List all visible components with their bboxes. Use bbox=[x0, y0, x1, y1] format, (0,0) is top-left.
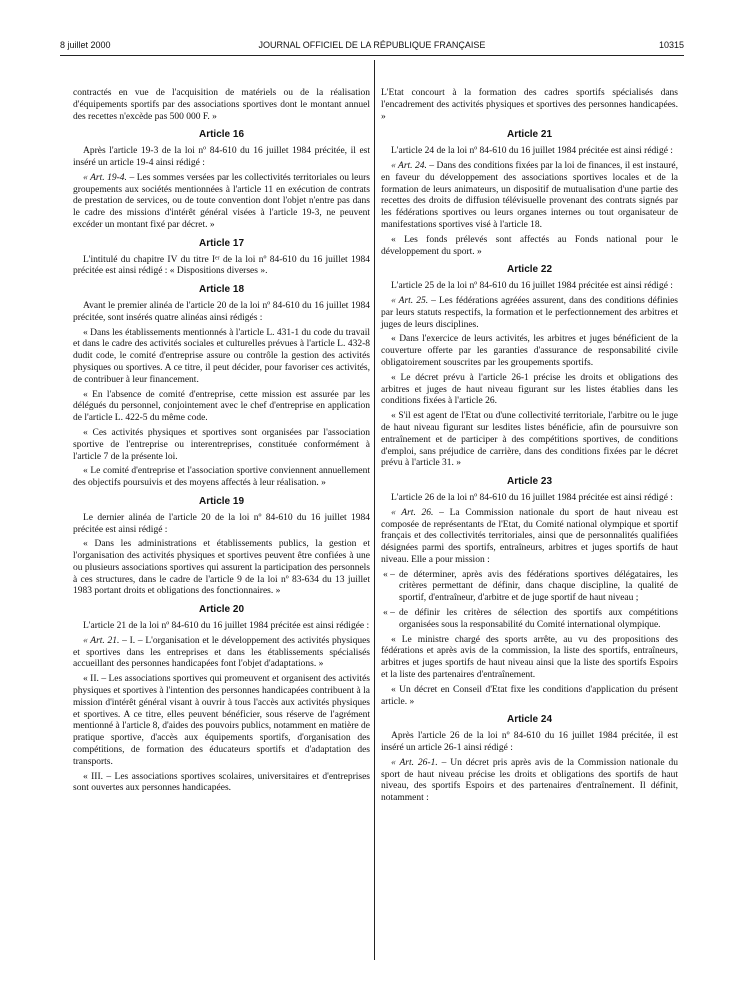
paragraph bbox=[381, 758, 678, 805]
article-ref: « Art. 21. bbox=[83, 635, 120, 646]
article-heading: Article 23 bbox=[506, 476, 553, 488]
paragraph: L'article 24 de la loi nº 84-610 du 16 juillet 1984 précitée est ainsi rédigé : bbox=[391, 146, 673, 157]
paragraph bbox=[381, 508, 678, 567]
article-heading: Article 19 bbox=[198, 495, 245, 507]
paragraph-text: – Un décret pris après avis de la Commission nationale du sport de haut niveau précise les droits et obligations des sportifs de haut niveau, des sportifs Espoirs et des partenaires d'entraînement. Il définit, notamment : bbox=[381, 757, 678, 804]
paragraph: L'article 21 de la loi nº 84-610 du 16 juillet 1984 précitée est ainsi rédigée : bbox=[83, 621, 370, 632]
paragraph: Après l'article 26 de la loi nº 84-610 du 16 juillet 1984 précitée, il est inséré un article 26-1 ainsi rédigé : bbox=[381, 731, 678, 754]
right-column bbox=[381, 88, 678, 808]
paragraph: contractés en vue de l'acquisition de matériels ou de la réalisation d'équipements sportifs par des associations sportives dont le montant annuel des recettes n'excède pas 500 000 F. » bbox=[73, 88, 370, 122]
list-item-text: de déterminer, après avis des fédérations sportives délégataires, les critères permettant de définir, dans chaque discipline, la qualité de sportif, d'entraîneur, d'arbitre et de juge sportif de haut niveau ; bbox=[399, 569, 678, 604]
paragraph: « Le ministre chargé des sports arrête, au vu des propositions des fédérations et après avis de la commission, la liste des sportifs, entraîneurs, arbitres et juges sportifs de haut niveau ainsi que la liste des sportifs Espoirs et la liste des partenaires d'entraînement. bbox=[381, 634, 678, 681]
header-title: JOURNAL OFFICIEL DE LA RÉPUBLIQUE FRANÇAISE bbox=[258, 40, 486, 50]
paragraph-text: – Dans des conditions fixées par la loi de finances, il est instauré, en faveur du développement des associations sportives locales et de la formation de leurs animateurs, un dispositif de mutualisation d'une partie des recettes des droits de diffusion télévisuelle provenant des contrats signés par les fédérations sportives ou leurs organes internes ou tout organisateur de manifestations sportives visé à l'article 18. bbox=[381, 160, 678, 230]
article-heading: Article 24 bbox=[506, 714, 553, 726]
paragraph: « Dans les établissements mentionnés à l'article L. 431-1 du code du travail et dans le cadre des activités sociales et culturelles prévues à l'article L. 432-8 dudit code, le comité d'entreprise assure ou contrôle la gestion des activités physiques ou sportives. A ce titre, il peut décider, pour favoriser ces activités, de contribuer à leur financement. bbox=[73, 327, 370, 385]
paragraph: « III. – Les associations sportives scolaires, universitaires et d'entreprises sont ouvertes aux personnes handicapées. bbox=[73, 771, 370, 794]
paragraph: L'intitulé du chapitre IV du titre Iᵉʳ de la loi nº 84-610 du 16 juillet 1984 précitée est ainsi rédigé : « Dispositions diverses ». bbox=[73, 254, 370, 277]
paragraph: « Le comité d'entreprise et l'association sportive conviennent annuellement des objectifs poursuivis et des moyens affectés à leur réalisation. » bbox=[73, 466, 370, 489]
header-rule bbox=[60, 55, 684, 56]
paragraph bbox=[73, 173, 370, 232]
list-dash: « – bbox=[383, 608, 395, 619]
header-page-number: 10315 bbox=[658, 40, 684, 50]
article-heading: Article 17 bbox=[198, 237, 245, 249]
page-header bbox=[60, 40, 684, 54]
article-heading: Article 16 bbox=[198, 129, 245, 141]
paragraph: L'Etat concourt à la formation des cadres sportifs spécialisés dans l'encadrement des activités physiques et sportives des personnes handicapées. » bbox=[381, 88, 678, 122]
paragraph-text: – La Commission nationale du sport de haut niveau est composée de représentants de l'Etat, du Comité national olympique et sportif français et des collectivités territoriales, ainsi que de personnalités qualifiées désignées parmi des sportifs, entraîneurs, arbitres et juges sportifs de haut niveau. Elle a pour mission : bbox=[381, 507, 678, 565]
paragraph: « II. – Les associations sportives qui promeuvent et organisent des activités physiques et sportives à l'intention des personnes handicapées contribuent à la mission d'intérêt général visant à ouvrir à tous l'accès aux activités physiques et sportives. A ce titre, elles peuvent bénéficier, sous réserve de l'agrément mentionné à l'article 8, d'aides des pouvoirs publics, notamment en matière de pratique sportive, d'accès aux équipements sportifs, d'organisation des compétitions, de formation des éducateurs sportifs et d'adaptation des transports. bbox=[73, 674, 370, 767]
article-heading: Article 18 bbox=[198, 284, 245, 296]
paragraph: « Les fonds prélevés sont affectés au Fonds national pour le développement du sport. » bbox=[381, 234, 678, 257]
list-item bbox=[381, 608, 678, 632]
paragraph: L'article 26 de la loi nº 84-610 du 16 juillet 1984 précitée est ainsi rédigé : bbox=[391, 492, 673, 503]
paragraph: Après l'article 19-3 de la loi nº 84-610 du 16 juillet 1984 précitée, il est inséré un article 19-4 ainsi rédigé : bbox=[73, 146, 370, 168]
paragraph: « Dans les administrations et établissements publics, la gestion et l'organisation des activités physiques et sportives peuvent être confiées à une ou plusieurs associations sportives qui assurent la participation des personnels à ces structures, dans le cadre de l'article 9 de la loi nº 83-634 du 13 juillet 1983 portant droits et obligations des fonctionnaires. » bbox=[73, 539, 370, 597]
paragraph-text: – I. – L'organisation et le développement des activités physiques et sportives dans les entreprises et dans les établissements spécialisés accueillant des personnes handicapées font l'objet d'adaptations. » bbox=[73, 635, 370, 670]
paragraph: « Dans l'exercice de leurs activités, les arbitres et juges bénéficient de la couverture offerte par les garanties d'assurance de responsabilité civile obligatoirement souscrites par les groupements sportifs. bbox=[381, 334, 678, 368]
article-ref: « Art. 25. bbox=[391, 295, 429, 306]
article-heading: Article 22 bbox=[506, 264, 553, 276]
list-dash: « – bbox=[383, 569, 395, 580]
paragraph: L'article 25 de la loi nº 84-610 du 16 juillet 1984 précitée est ainsi rédigé : bbox=[391, 281, 673, 292]
paragraph: « En l'absence de comité d'entreprise, cette mission est assurée par les délégués du personnel, conjointement avec le chef d'entreprise en application de l'article L. 422-5 du même code. bbox=[73, 389, 370, 424]
paragraph-text: – Les sommes versées par les collectivités territoriales ou leurs groupements aux sociétés mentionnées à l'article 11 en exécution de contrats de prestation de services, ou de toute convention dont l'objet n'entre pas dans le cadre des missions d'intérêt général visées à l'article 19-3, ne peuvent excéder un montant fixé par décret. » bbox=[73, 172, 370, 230]
list-item-text: de définir les critères de sélection des sportifs aux compétitions organisées sous la responsabilité du Comité international olympique. bbox=[399, 608, 678, 630]
article-heading: Article 20 bbox=[198, 604, 245, 616]
paragraph: Avant le premier alinéa de l'article 20 de la loi nº 84-610 du 16 juillet 1984 précitée, sont insérés quatre alinéas ainsi rédigés : bbox=[73, 300, 370, 323]
paragraph-text: – Les fédérations agréées assurent, dans des conditions définies par leurs statuts respectifs, la formation et le perfectionnement des arbitres et juges de leurs disciplines. bbox=[381, 295, 679, 330]
article-ref: « Art. 26. bbox=[391, 507, 434, 518]
paragraph: « S'il est agent de l'Etat ou d'une collectivité territoriale, l'arbitre ou le juge de haut niveau figurant sur lesdites listes bénéficie, afin de poursuivre son entraînement et de participer à des compétitions sportives, de conditions d'emploi, sans préjudice de carrière, dans des conditions fixées par le décret prévu à l'article 31. » bbox=[381, 411, 678, 469]
left-column bbox=[73, 88, 370, 798]
paragraph bbox=[381, 296, 678, 331]
list-item bbox=[381, 570, 678, 605]
paragraph bbox=[381, 161, 678, 232]
paragraph: « Ces activités physiques et sportives sont organisées par l'association sportive de l'entreprise ou interentreprises, constituée conformément à l'article 7 de la présente loi. bbox=[73, 427, 370, 462]
header-date: 8 juillet 2000 bbox=[60, 40, 111, 50]
article-ref: « Art. 26-1. bbox=[391, 757, 438, 768]
article-ref: « Art. 24. bbox=[391, 160, 427, 171]
article-heading: Article 21 bbox=[506, 129, 553, 141]
paragraph bbox=[73, 636, 370, 671]
article-ref: « Art. 19-4. bbox=[83, 172, 127, 183]
paragraph: Le dernier alinéa de l'article 20 de la loi nº 84-610 du 16 juillet 1984 précitée est ainsi rédigé : bbox=[73, 512, 370, 535]
paragraph: « Un décret en Conseil d'Etat fixe les conditions d'application du présent article. » bbox=[381, 684, 678, 707]
paragraph: « Le décret prévu à l'article 26-1 précise les droits et obligations des arbitres et juges de haut niveau figurant sur les listes établies dans les conditions fixées à l'article 26. bbox=[381, 372, 678, 407]
column-divider bbox=[374, 60, 375, 960]
